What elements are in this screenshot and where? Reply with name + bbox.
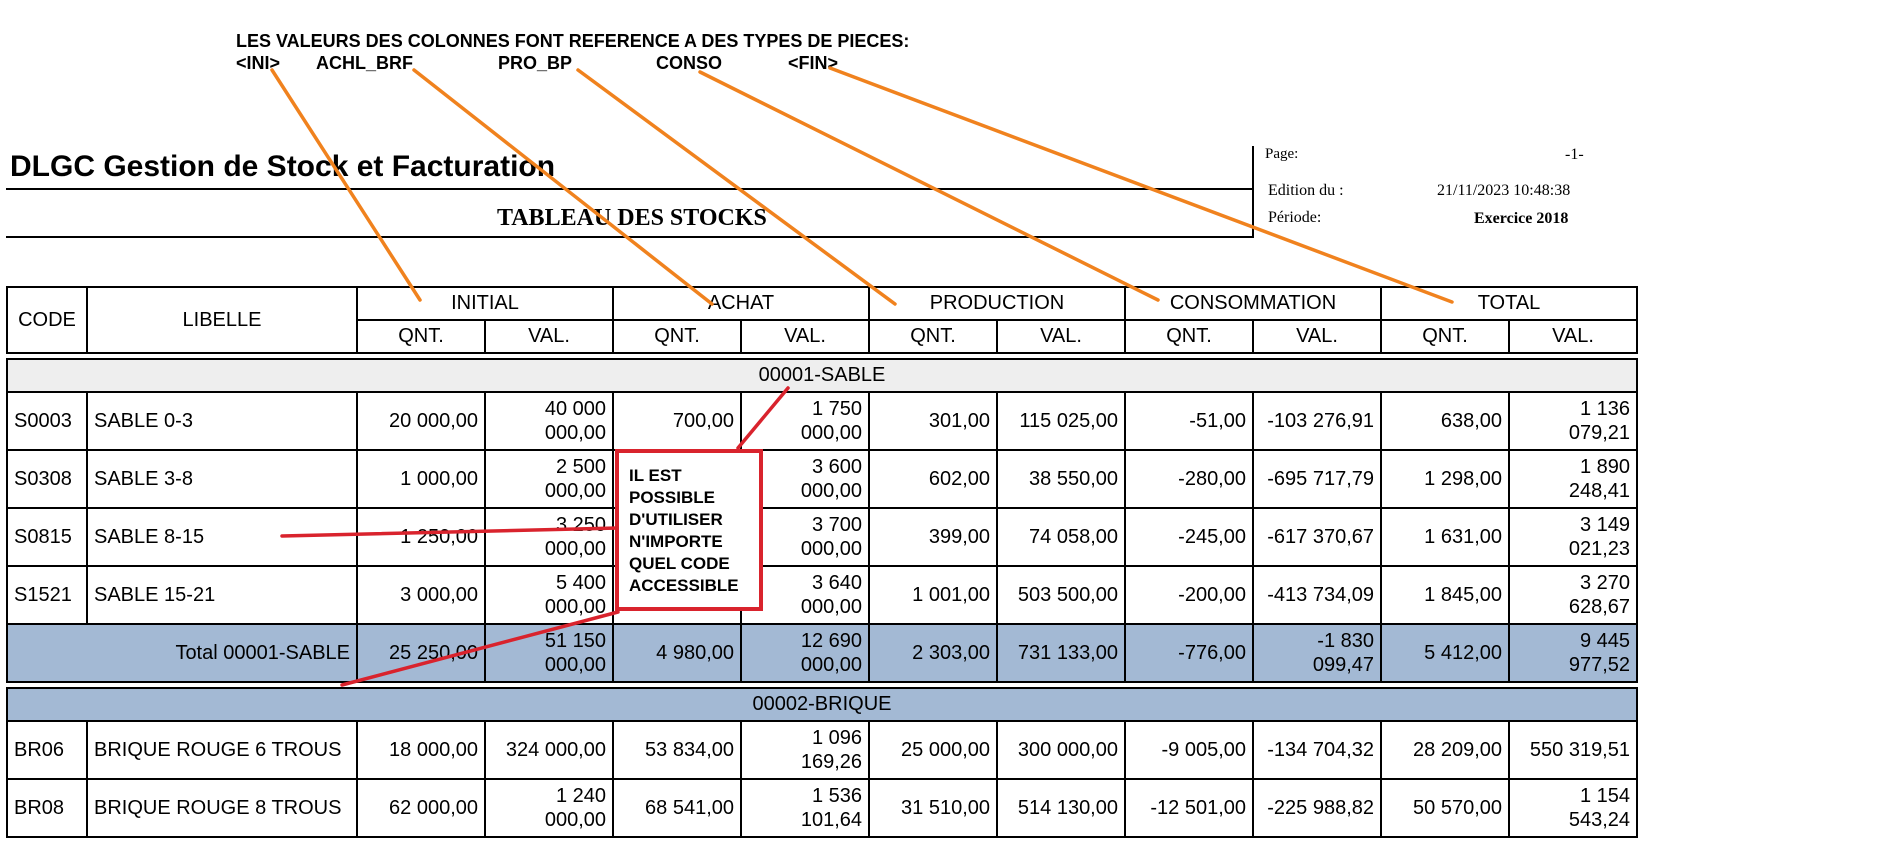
cell-value: 68 541,00 bbox=[613, 779, 741, 837]
cell-libelle: SABLE 8-15 bbox=[87, 508, 357, 566]
cell-value: 1 845,00 bbox=[1381, 566, 1509, 624]
cell-code: BR06 bbox=[7, 721, 87, 779]
cell-value: 28 209,00 bbox=[1381, 721, 1509, 779]
header-val: VAL. bbox=[741, 320, 869, 353]
cell-value: 20 000,00 bbox=[357, 392, 485, 450]
cell-value: 50 570,00 bbox=[1381, 779, 1509, 837]
header-qnt: QNT. bbox=[357, 320, 485, 353]
code-pro-bp: PRO_BP bbox=[498, 53, 573, 73]
page-value: -1- bbox=[1565, 146, 1584, 163]
cell-value: 2 500 000,00 bbox=[485, 450, 613, 508]
cell-libelle: SABLE 3-8 bbox=[87, 450, 357, 508]
cell-value: 3 700 000,00 bbox=[741, 508, 869, 566]
table-row bbox=[7, 779, 1637, 837]
cell-value: -200,00 bbox=[1125, 566, 1253, 624]
total-value: 4 980,00 bbox=[613, 624, 741, 682]
cell-value: 503 500,00 bbox=[997, 566, 1125, 624]
cell-value: 3 149 021,23 bbox=[1509, 508, 1637, 566]
edition-value: 21/11/2023 10:48:38 bbox=[1437, 182, 1571, 199]
cell-value: 53 834,00 bbox=[613, 721, 741, 779]
cell-value: 3 250 000,00 bbox=[485, 508, 613, 566]
table-row bbox=[7, 508, 1637, 566]
cell-libelle: SABLE 15-21 bbox=[87, 566, 357, 624]
code-conso: CONSO bbox=[656, 53, 723, 73]
cell-value: -103 276,91 bbox=[1253, 392, 1381, 450]
cell-value: 1 536 101,64 bbox=[741, 779, 869, 837]
total-row bbox=[7, 624, 1637, 682]
cell-value: 31 510,00 bbox=[869, 779, 997, 837]
cell-libelle: BRIQUE ROUGE 6 TROUS bbox=[87, 721, 357, 779]
table-body bbox=[7, 353, 1637, 837]
header-qnt: QNT. bbox=[869, 320, 997, 353]
report-title-underline bbox=[6, 236, 1254, 238]
cell-value: 1 001,00 bbox=[869, 566, 997, 624]
total-value: -776,00 bbox=[1125, 624, 1253, 682]
cell-value: 25 000,00 bbox=[869, 721, 997, 779]
arrow-achl-to-achat bbox=[414, 70, 712, 304]
cell-value: 74 058,00 bbox=[997, 508, 1125, 566]
table-row bbox=[7, 450, 1637, 508]
cell-code: S1521 bbox=[7, 566, 87, 624]
cell-value: 1 250,00 bbox=[357, 508, 485, 566]
cell-value: -280,00 bbox=[1125, 450, 1253, 508]
cell-value: 399,00 bbox=[869, 508, 997, 566]
arrow-pro-to-production bbox=[578, 70, 895, 304]
code-achl-brf: ACHL_BRF bbox=[316, 53, 413, 73]
total-value: 5 412,00 bbox=[1381, 624, 1509, 682]
header-initial: INITIAL bbox=[357, 287, 613, 320]
report-title: TABLEAU DES STOCKS bbox=[497, 205, 767, 231]
cell-value: 602,00 bbox=[869, 450, 997, 508]
total-value: 25 250,00 bbox=[357, 624, 485, 682]
cell-libelle: SABLE 0-3 bbox=[87, 392, 357, 450]
callout-note: IL EST POSSIBLE D'UTILISER N'IMPORTE QUEL CODE ACCESSIBLE bbox=[615, 449, 763, 611]
cell-value: 700,00 bbox=[613, 392, 741, 450]
cell-value: 1 750 000,00 bbox=[741, 392, 869, 450]
cell-value: -245,00 bbox=[1125, 508, 1253, 566]
table-row bbox=[7, 392, 1637, 450]
cell-value: 3 270 628,67 bbox=[1509, 566, 1637, 624]
header-val: VAL. bbox=[997, 320, 1125, 353]
group-title: 00002-BRIQUE bbox=[7, 688, 1637, 721]
cell-value: 1 240 000,00 bbox=[485, 779, 613, 837]
header-row-groups bbox=[7, 287, 1637, 320]
table-row bbox=[7, 721, 1637, 779]
cell-value: 1 631,00 bbox=[1381, 508, 1509, 566]
cell-value: -617 370,67 bbox=[1253, 508, 1381, 566]
header-code: CODE bbox=[7, 287, 87, 353]
cell-libelle: BRIQUE ROUGE 8 TROUS bbox=[87, 779, 357, 837]
periode-value: Exercice 2018 bbox=[1474, 210, 1569, 227]
header-val: VAL. bbox=[485, 320, 613, 353]
arrow-fin-to-total bbox=[830, 68, 1452, 302]
cell-value: 1 154 543,24 bbox=[1509, 779, 1637, 837]
annotation-note-title: LES VALEURS DES COLONNES FONT REFERENCE A DES TYPES DE PIECES: bbox=[236, 31, 910, 51]
cell-value: 301,00 bbox=[869, 392, 997, 450]
cell-value: -134 704,32 bbox=[1253, 721, 1381, 779]
cell-value: 3 600 000,00 bbox=[741, 450, 869, 508]
cell-value: 18 000,00 bbox=[357, 721, 485, 779]
code-ini: <INI> bbox=[236, 53, 281, 73]
cell-value: -225 988,82 bbox=[1253, 779, 1381, 837]
header-achat: ACHAT bbox=[613, 287, 869, 320]
stock-table bbox=[6, 286, 1638, 838]
header-qnt: QNT. bbox=[613, 320, 741, 353]
cell-code: S0815 bbox=[7, 508, 87, 566]
code-fin: <FIN> bbox=[788, 53, 839, 73]
cell-value: -413 734,09 bbox=[1253, 566, 1381, 624]
cell-value: 1 096 169,26 bbox=[741, 721, 869, 779]
cell-value: -9 005,00 bbox=[1125, 721, 1253, 779]
cell-value: 40 000 000,00 bbox=[485, 392, 613, 450]
cell-value: 62 000,00 bbox=[357, 779, 485, 837]
cell-value: 550 319,51 bbox=[1509, 721, 1637, 779]
header-val: VAL. bbox=[1509, 320, 1637, 353]
total-value: -1 830 099,47 bbox=[1253, 624, 1381, 682]
header-libelle: LIBELLE bbox=[87, 287, 357, 353]
page-label: Page: bbox=[1265, 146, 1299, 162]
group-title: 00001-SABLE bbox=[7, 359, 1637, 392]
app-title: DLGC Gestion de Stock et Facturation bbox=[10, 150, 556, 183]
group-header-row bbox=[7, 688, 1637, 721]
cell-code: BR08 bbox=[7, 779, 87, 837]
cell-value: 3 000,00 bbox=[357, 566, 485, 624]
total-value: 2 303,00 bbox=[869, 624, 997, 682]
cell-value: 1 136 079,21 bbox=[1509, 392, 1637, 450]
group-header-row bbox=[7, 359, 1637, 392]
header-qnt: QNT. bbox=[1125, 320, 1253, 353]
total-value: 731 133,00 bbox=[997, 624, 1125, 682]
title-underline bbox=[6, 188, 1254, 190]
periode-label: Période: bbox=[1268, 209, 1322, 226]
arrow-ini-to-initial bbox=[272, 70, 420, 300]
annotation-note bbox=[236, 30, 910, 73]
header-val: VAL. bbox=[1253, 320, 1381, 353]
header-total: TOTAL bbox=[1381, 287, 1637, 320]
cell-value: 1 298,00 bbox=[1381, 450, 1509, 508]
cell-value: 514 130,00 bbox=[997, 779, 1125, 837]
header-divider bbox=[1252, 146, 1254, 238]
cell-code: S0308 bbox=[7, 450, 87, 508]
cell-value: -12 501,00 bbox=[1125, 779, 1253, 837]
cell-value: 324 000,00 bbox=[485, 721, 613, 779]
cell-value: 38 550,00 bbox=[997, 450, 1125, 508]
cell-value: 638,00 bbox=[1381, 392, 1509, 450]
cell-value: 5 400 000,00 bbox=[485, 566, 613, 624]
cell-value: 300 000,00 bbox=[997, 721, 1125, 779]
arrow-conso-to-consommation bbox=[700, 72, 1158, 300]
total-label: Total 00001-SABLE bbox=[7, 624, 357, 682]
cell-value: 1 890 248,41 bbox=[1509, 450, 1637, 508]
total-value: 12 690 000,00 bbox=[741, 624, 869, 682]
cell-value: -51,00 bbox=[1125, 392, 1253, 450]
table-row bbox=[7, 566, 1637, 624]
cell-code: S0003 bbox=[7, 392, 87, 450]
header-production: PRODUCTION bbox=[869, 287, 1125, 320]
total-value: 9 445 977,52 bbox=[1509, 624, 1637, 682]
edition-label: Edition du : bbox=[1268, 182, 1344, 199]
cell-value: 1 000,00 bbox=[357, 450, 485, 508]
header-qnt: QNT. bbox=[1381, 320, 1509, 353]
header-consommation: CONSOMMATION bbox=[1125, 287, 1381, 320]
total-value: 51 150 000,00 bbox=[485, 624, 613, 682]
cell-value: 3 640 000,00 bbox=[741, 566, 869, 624]
cell-value: 115 025,00 bbox=[997, 392, 1125, 450]
cell-value: -695 717,79 bbox=[1253, 450, 1381, 508]
